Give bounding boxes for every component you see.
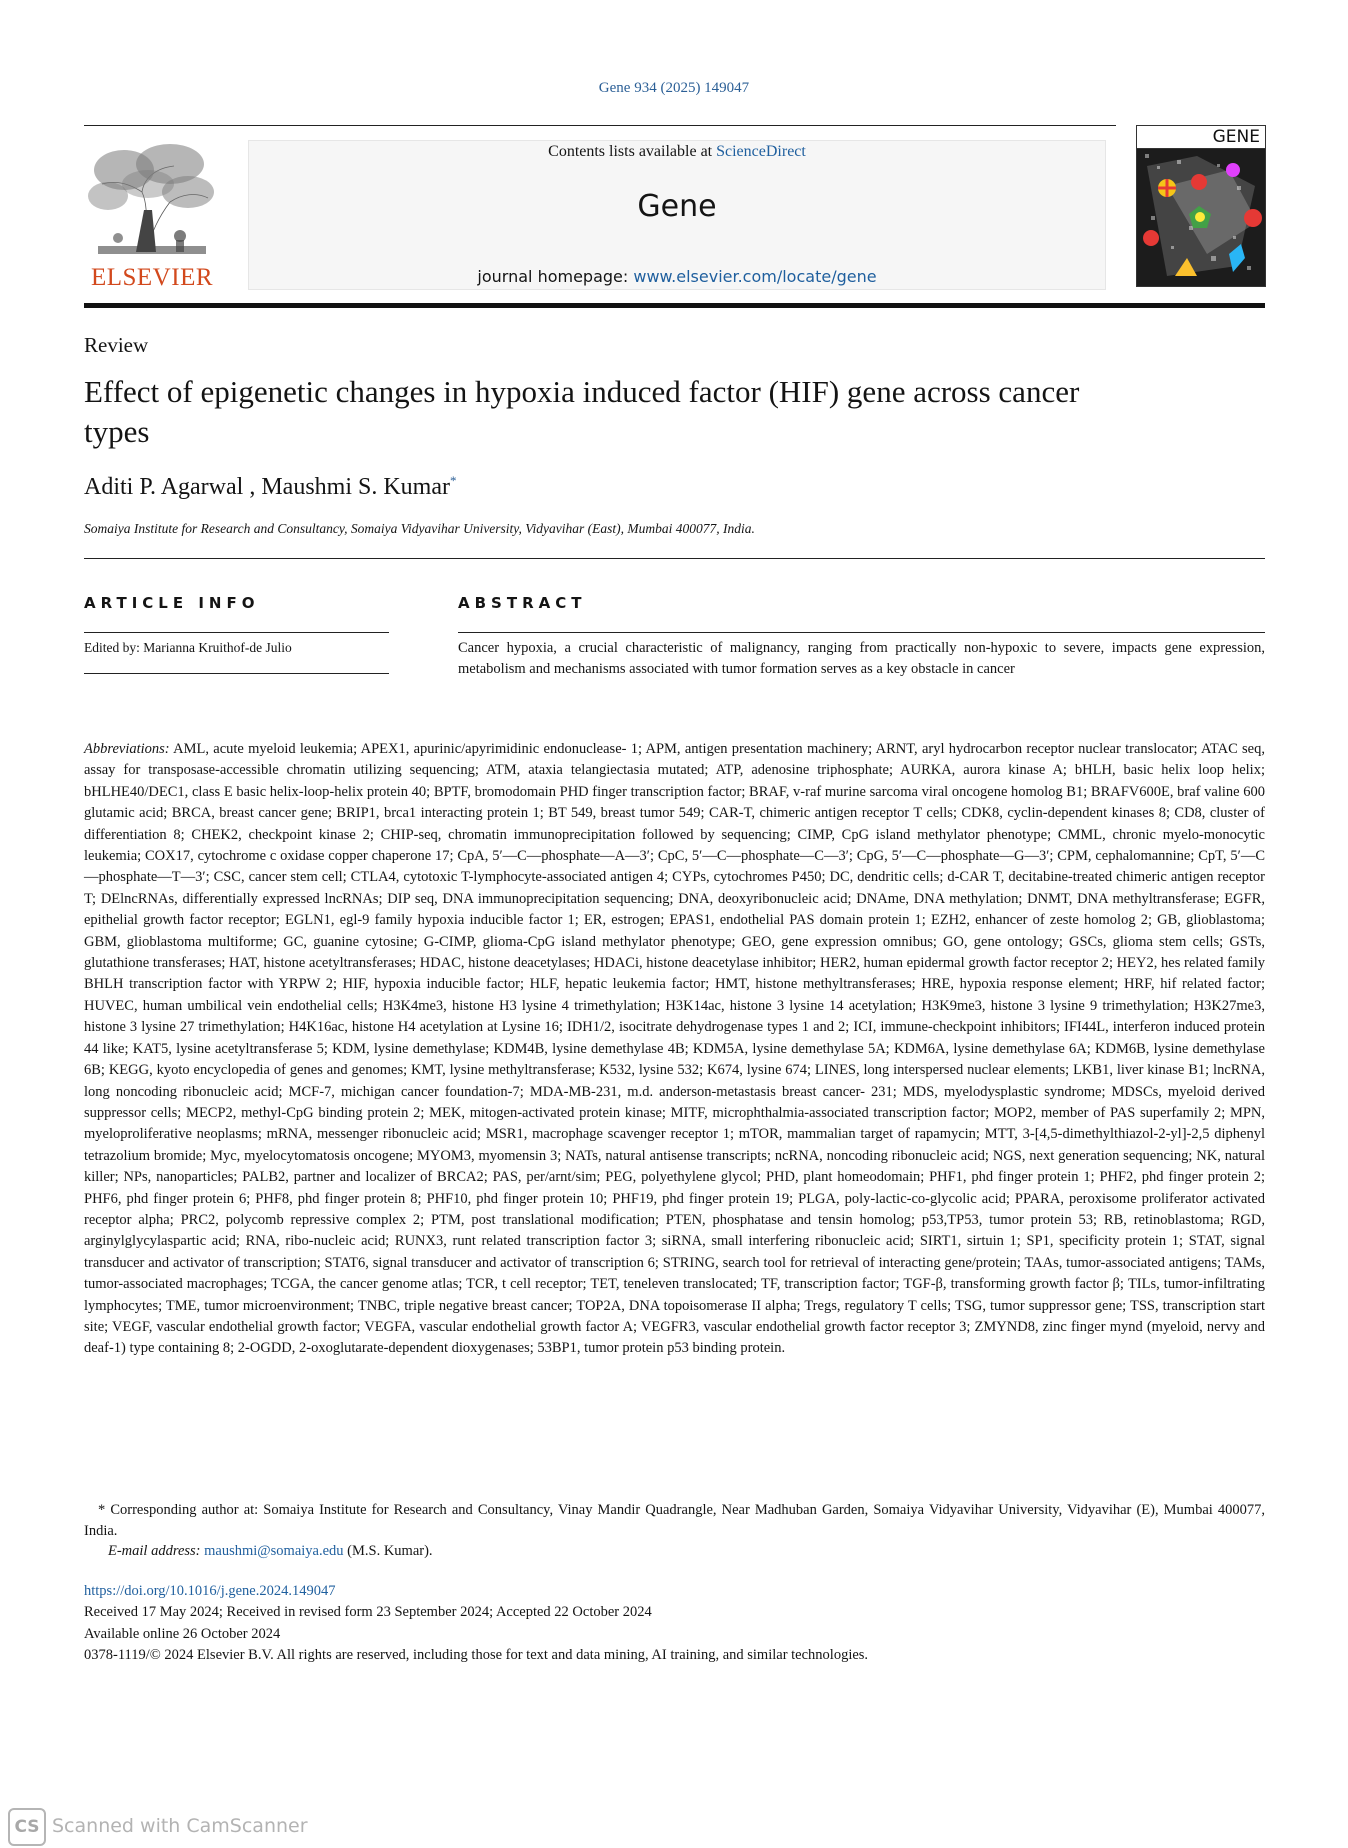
email-owner: (M.S. Kumar). bbox=[343, 1543, 433, 1559]
article-info-heading: ARTICLE INFO bbox=[84, 594, 260, 612]
contents-prefix: Contents lists available at bbox=[548, 143, 717, 160]
copyright-notice: 0378-1119/© 2024 Elsevier B.V. All rights are reserved, including those for text and data mining, AI training, and similar technologies. bbox=[84, 1647, 869, 1663]
section-divider bbox=[84, 558, 1265, 559]
received-dates: Received 17 May 2024; Received in revised form 23 September 2024; Accepted 22 October 2024 bbox=[84, 1604, 652, 1620]
email-footnote bbox=[108, 1543, 433, 1560]
journal-masthead bbox=[248, 140, 1106, 290]
edited-by: Edited by: Marianna Kruithof-de Julio bbox=[84, 640, 292, 655]
tree-emblem-icon bbox=[84, 140, 220, 258]
article-info-rule-bottom bbox=[84, 673, 389, 674]
article-title: Effect of epigenetic changes in hypoxia induced factor (HIF) gene across cancer types bbox=[84, 374, 1080, 449]
journal-cover-thumbnail[interactable] bbox=[1136, 125, 1266, 287]
contents-line bbox=[249, 143, 1105, 161]
article-info-rule bbox=[84, 632, 389, 633]
homepage-prefix: journal homepage: bbox=[477, 267, 634, 286]
camscanner-badge-icon: CS bbox=[8, 1808, 46, 1846]
journal-name: Gene bbox=[637, 189, 717, 224]
homepage-line bbox=[249, 267, 1105, 286]
author-names[interactable]: Aditi P. Agarwal , Maushmi S. Kumar bbox=[84, 474, 450, 500]
elsevier-logo[interactable] bbox=[84, 140, 220, 292]
available-online-date: Available online 26 October 2024 bbox=[84, 1626, 281, 1642]
abbreviations-label: Abbreviations: bbox=[84, 741, 170, 757]
corresponding-author-mark[interactable]: * bbox=[450, 473, 457, 488]
abstract-rule bbox=[458, 632, 1265, 633]
author-affiliation: Somaiya Institute for Research and Consultancy, Somaiya Vidyavihar University, Vidyavihar (East), Mumbai 400077, India. bbox=[84, 521, 755, 536]
camscanner-text: Scanned with CamScanner bbox=[52, 1815, 308, 1837]
abstract-text: Cancer hypoxia, a crucial characteristic of malignancy, ranging from practically non-hypoxic to severe, impacts gene expression, metabolism and mechanisms associated with tumor formation serves as a key obstacle in cancer bbox=[458, 640, 1265, 677]
sciencedirect-link[interactable]: ScienceDirect bbox=[716, 143, 806, 160]
email-label: E-mail address: bbox=[108, 1543, 205, 1559]
cover-title: GENE bbox=[1212, 127, 1260, 147]
abbreviations-text: AML, acute myeloid leukemia; APEX1, apurinic/apyrimidinic endonuclease- 1; APM, antigen presentation machinery; ARNT, aryl hydrocarbon receptor nuclear translocator; ATAC seq, assay for transposase-accessible chromatin utilizing sequencing; ATM, ataxia telangiectasia mutated; ATP, adenosine triphosphate; AURKA, aurora kinase A; bHLH, basic helix loop helix; bHLHE40/DEC1, class E basic helix-loop-helix protein 40; BPTF, bromodomain PHD finger transcription factor; BRAF, v-raf murine sarcoma viral oncogene homolog B1; BRAFV600E, braf valine 600 glutamic acid; BRCA, breast cancer gene; BRIP1, brca1 interacting protein 1; BT 549, breast tumor 549; CAR-T, chimeric antigen receptor T cells; CDK8, cyclin-dependent kinases 8; CD8, cluster of differentiation 8; CHEK2, checkpoint kinase 2; CHIP-seq, chromatin immunoprecipitation followed by sequencing; CIMP, CpG island methylator phenotype; CMML, chronic myelo-monocytic leukemia; COX17, cytochrome c oxidase copper chaperone 17; CpA, 5′—C—phosphate—A—3′; CpC, 5′—C—phosphate—C—3′; CpG, 5′—C—phosphate—G—3′; CPM, cephalomannine; CpT, 5′—C—phosphate—T—3′; CSC, cancer stem cell; CTLA4, cytotoxic T-lymphocyte-associated antigen 4; CYPs, cytochromes P450; DC, dendritic cells; d-CAR T, decitabine-treated chimeric antigen receptor T; DElncRNAs, differentially expressed lncRNAs; DIP seq, DNA immunoprecipitation sequencing; DNA, deoxyribonucleic acid; DNAme, DNA methylation; DNMT, DNA methyltransferase; EGFR, epithelial growth factor receptor; EGLN1, egl-9 family hypoxia inducible factor 1; ER, estrogen; EPAS1, endothelial PAS domain protein 1; EZH2, enhancer of zeste homolog 2; GB, glioblastoma; GBM, glioblastoma multiforme; GC, guanine cytosine; G-CIMP, glioma-CpG island methylator phenotype; GEO, gene expression omnibus; GO, gene ontology; GSCs, glioma stem cells; GSTs, glutathione transferases; HAT, histone acetyltransferases; HDAC, histone deacetylases; HDACi, histone deacetylase inhibitor; HER2, human epidermal growth factor receptor 2; HEY2, hes related family BHLH transcription factor with YRPW 2; HIF, hypoxia inducible factor; HLF, hepatic leukemia factor; HMT, histone methyltransferases; HRE, hypoxia response element; HRF, hif related factor; HUVEC, human umbilical vein endothelial cells; H3K4me3, histone H3 lysine 4 trimethylation; H3K14ac, histone 3 lysine 14 acetylation; H3K9me3, histone 3 lysine 9 trimethylation; H3K27me3, histone 3 lysine 27 trimethylation; H4K16ac, histone H4 acetylation at Lysine 16; IDH1/2, isocitrate dehydrogenase types 1 and 2; ICI, immune-checkpoint inhibitors; IFI44L, interferon induced protein 44 like; KAT5, lysine acetyltransferase 5; KDM, lysine demethylase; KDM4B, lysine demethylase 4B; KDM5A, lysine demethylase 5A; KDM6A, lysine demethylase 6A; KDM6B, lysine demethylase 6B; KEGG, kyoto encyclopedia of genes and genomes; KMT, lysine methyltransferase; K532, lysine 532; K674, lysine 674; LINES, long interspersed nuclear elements; LKB1, liver kinase B1; lncRNA, long noncoding ribonucleic acid; MCF-7, michigan cancer foundation-7; MDA-MB-231, m.d. anderson-metastasis breast cancer- 231; MDS, myelodysplastic syndrome; MDSCs, myeloid derived suppressor cells; MECP2, methyl-CpG binding protein 2; MEK, mitogen-activated protein kinase; MITF, microphthalmia-associated transcription factor; MOP2, member of PAS superfamily 2; MPN, myeloproliferative neoplasms; mRNA, messenger ribonucleic acid; MSR1, macrophage scavenger receptor 1; mTOR, mammalian target of rapamycin; MTT, 3-[4,5-dimethylthiazol-2-yl]-2,5 diphenyl tetrazolium bromide; Myc, myelocytomatosis oncogene; MYOM3, myomensin 3; NATs, natural antisense transcripts; ncRNA, noncoding ribonucleic acid; NGS, next generation sequencing; NK, natural killer; NPs, nanoparticles; PALB2, partner and localizer of BRCA2; PAS, per/arnt/sim; PEG, polyethylene glycol; PHD, plant homeodomain; PHF1, phd finger protein 1; PHF2, phd finger protein 2; PHF6, phd finger protein 6; PHF8, phd finger protein 8; PHF10, phd finger protein 10; PHF19, phd finger protein 19; PLGA, poly-lactic-co-glycolic acid; PPARA, peroxisome proliferator activated receptor alpha; PRC2, polycomb repressive complex 2; PTM, post translational modification; PTEN, phosphatase and tensin homolog; p53,TP53, tumor protein 53; RB, retinoblastoma; RGD, arginylglycylaspartic acid; RNA, ribo-nucleic acid; RUNX3, runt related transcription factor 3; siRNA, small interfering ribonucleic acid; SIRT1, sirtuin 1; SP1, specificity protein 1; STAT, signal transducer and activator of transcription; STAT6, signal transducer and activator of transcription 6; STRING, search tool for retrieval of interacting gene/protein; TAAs, tumor-associated antigens; TAMs, tumor-associated macrophages; TCGA, the cancer genome atlas; TCR, t cell receptor; TET, teneleven translocated; TF, transcription factor; TGF-β, transforming growth factor β; TILs, tumor-infiltrating lymphocytes; TME, tumor microenvironment; TNBC, triple negative breast cancer; TOP2A, DNA topoisomerase II alpha; Tregs, regulatory T cells; TSG, tumor suppressor gene; TSS, transcription start site; VEGF, vascular endothelial growth factor; VEGFA, vascular endothelial growth factor A; VEGFR3, vascular endothelial growth factor receptor 3; ZMYND8, zinc finger mynd (myeloid, nervy and deaf-1) type containing 8; 2-OGDD, 2-oxoglutarate-dependent dioxygenases; 53BP1, tumor protein p53 binding protein. bbox=[84, 741, 1265, 1357]
article-type: Review bbox=[84, 333, 149, 357]
header-top-rule bbox=[84, 125, 1116, 126]
abstract-heading: ABSTRACT bbox=[458, 594, 587, 612]
cover-header bbox=[1137, 126, 1265, 149]
author-email-link[interactable]: maushmi@somaiya.edu bbox=[204, 1543, 344, 1559]
corresponding-author-note: * Corresponding author at: Somaiya Institute for Research and Consultancy, Vinay Mandir Quadrangle, Near Madhuban Garden, Somaiya Vidyavihar University, Vidyavihar (E), Mumbai 400077, India. bbox=[84, 1502, 1265, 1540]
author-list bbox=[84, 473, 457, 501]
header-thick-rule bbox=[84, 303, 1265, 308]
journal-reference[interactable]: Gene 934 (2025) 149047 bbox=[598, 80, 750, 96]
doi-link[interactable]: https://doi.org/10.1016/j.gene.2024.149047 bbox=[84, 1583, 336, 1599]
elsevier-wordmark: ELSEVIER bbox=[90, 264, 214, 291]
journal-homepage-link[interactable]: www.elsevier.com/locate/gene bbox=[633, 267, 877, 286]
abbreviations-footnote bbox=[84, 739, 1265, 1360]
cover-art-icon bbox=[1137, 126, 1265, 286]
